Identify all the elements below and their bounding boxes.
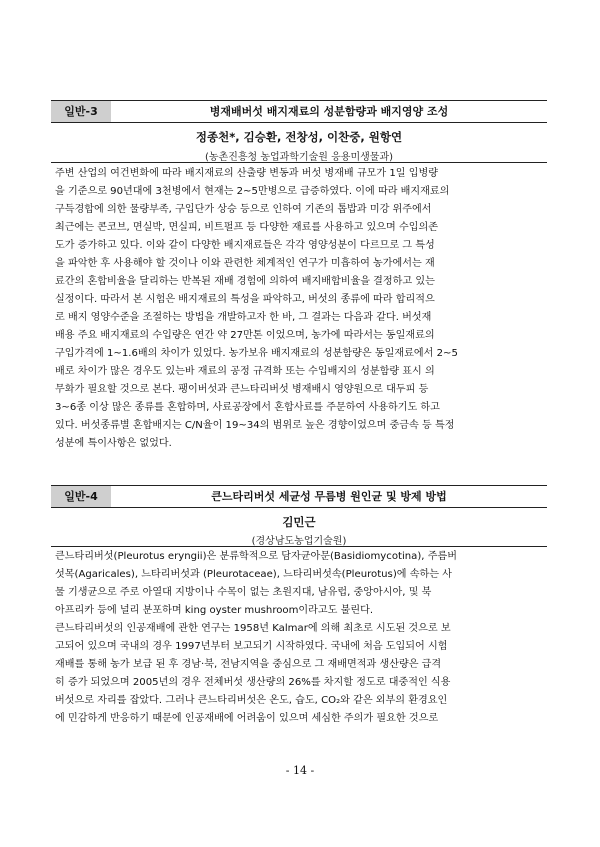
- text-line: 있다. 버섯종류별 혼합배지는 C/N율이 19~34의 범위로 높은 경향이었으며 중금속 등 특정: [55, 420, 455, 431]
- text-line: 최근에는 콘코브, 면실박, 면실피, 비트펄프 등 다양한 재료를 사용하고 있으며 수입의존: [55, 222, 438, 233]
- abstract-body: [55, 548, 547, 728]
- text-line: 로 배지 영양수준을 조절하는 방법을 개발하고자 한 바, 그 결과는 다음과 같다. 버섯재: [55, 312, 432, 323]
- page-number: - 14 -: [285, 764, 315, 777]
- text-line: 히 증가 되었으며 2005년의 경우 전체버섯 생산량의 26%를 차지할 정도로 대중적인 식용: [55, 677, 451, 688]
- text-line: 주변 산업의 여건변화에 따라 배지재료의 산출량 변동과 버섯 병재배 규모가 1일 입병량: [55, 168, 438, 179]
- text-line: 재배를 통해 농가 보급 된 후 경남·북, 전남지역을 중심으로 그 재배면적과 생산량은 급격: [55, 659, 442, 670]
- section-header-2: [51, 485, 547, 508]
- text-line: 큰느타리버섯의 인공재배에 관한 연구는 1958년 Kalmar에 의해 최초로 시도된 것으로 보: [55, 623, 451, 634]
- text-line: 무화가 필요할 것으로 본다. 팽이버섯과 큰느타리버섯 병재배시 영양원으로 대두피 등: [55, 384, 429, 395]
- affiliation: (농촌진흥청 농업과학기술원 응용미생물과): [204, 152, 394, 163]
- text-line: 배용 주요 배지재료의 수입량은 연간 약 27만톤 이었으며, 농가에 따라서는 동일재료의: [55, 330, 435, 341]
- affiliation: (경상남도농업기술원): [251, 536, 347, 547]
- section-title: 큰느타리버섯 세균성 무름병 원인균 및 방제 방법: [211, 490, 447, 503]
- text-line: 구득경합에 의한 물량부족, 구입단가 상승 등으로 인하여 기존의 톱밥과 미강 위주에서: [55, 204, 432, 215]
- text-line: 섯목(Agaricales), 느타리버섯과 (Pleurotaceae), 느타리버섯속(Pleurotus)에 속하는 사: [55, 569, 452, 580]
- section-code: 일반-4: [51, 486, 111, 507]
- divider: [51, 546, 547, 547]
- text-line: 료간의 혼합비율을 달리하는 반복된 재배 경험에 의하여 배지배합비율을 결정하고 있는: [55, 276, 435, 287]
- text-line: 고되어 있으며 국내의 경우 1997년부터 보고되기 시작하였다. 국내에 처음 도입되어 시험: [55, 641, 448, 652]
- text-line: 물 기생균으로 주로 아열대 지방이나 수목이 없는 초원지대, 남유럽, 중앙아시아, 및 북: [55, 587, 432, 598]
- text-line: 을 파악한 후 사용해야 할 것이나 이와 관련한 체계적인 연구가 미흡하여 농가에서는 재: [55, 258, 435, 269]
- section-title: 병재배버섯 배지재료의 성분함량과 배지영양 조성: [209, 105, 449, 118]
- text-line: 큰느타리버섯(Pleurotus eryngii)은 분류학적으로 담자균아문(Basidiomycotina), 주름버: [55, 551, 457, 562]
- text-line: 에 민감하게 반응하기 때문에 인공재배에 어려움이 있으며 세심한 주의가 필요한 것으로: [55, 713, 439, 724]
- text-line: 버섯으로 자리를 잡았다. 그러나 큰느타리버섯은 온도, 습도, CO₂와 같은 외부의 환경요인: [55, 695, 448, 706]
- text-line: 성분에 특이사항은 없었다.: [55, 438, 172, 449]
- text-line: 3~6종 이상 많은 종류를 혼합하며, 사료공장에서 혼합사료를 주문하여 사용하기도 하고: [55, 402, 440, 413]
- authors: 김민근: [282, 515, 316, 529]
- section-header-1: [51, 100, 547, 123]
- authors: 정종천*, 김승환, 전창성, 이찬중, 원항연: [195, 130, 403, 144]
- abstract-body: [55, 165, 547, 453]
- text-line: 아프리카 등에 널리 분포하며 king oyster mushroom이라고도 불린다.: [55, 605, 374, 616]
- text-line: 배로 차이가 많은 경우도 있는바 재료의 공정 규격화 또는 수입배지의 성분함량 표시 의: [55, 366, 435, 377]
- divider: [51, 162, 547, 163]
- text-line: 도가 증가하고 있다. 이와 같이 다양한 배지재료들은 각각 영양성분이 다르므로 그 특성: [55, 240, 435, 251]
- text-line: 을 기준으로 90년대에 3천병에서 현재는 2~5만병으로 급증하였다. 이에 따라 배지재료의: [55, 186, 450, 197]
- text-line: 구입가격에 1~1.6배의 차이가 있었다. 농가보유 배지재료의 성분함량은 동일재료에서 2~5: [55, 348, 458, 359]
- text-line: 실정이다. 따라서 본 시험은 배지재료의 특성을 파악하고, 버섯의 종류에 따라 합리적으: [55, 294, 435, 305]
- section-code: 일반-3: [51, 101, 111, 122]
